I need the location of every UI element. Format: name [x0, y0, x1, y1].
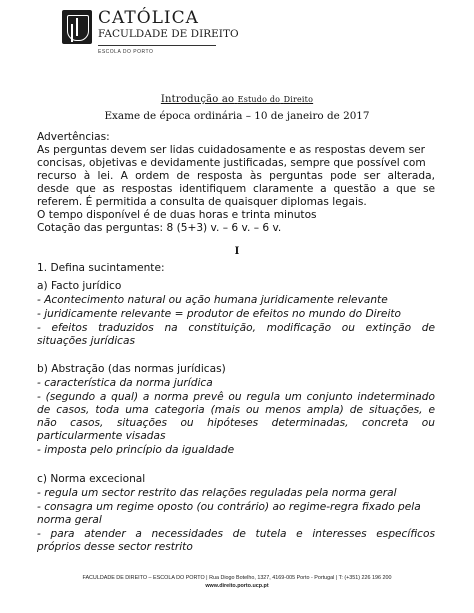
- item-c-line: norma geral: [37, 514, 102, 526]
- section-number: I: [234, 246, 240, 257]
- question-1: 1. Defina sucintamente:: [37, 262, 165, 274]
- warning-line: O tempo disponível é de duas horas e trinta minutos: [37, 209, 317, 221]
- item-a-heading: a) Facto jurídico: [37, 280, 122, 292]
- logo-faculty: FACULDADE DE DIREITO: [98, 28, 239, 40]
- title-part-2: Estudo do: [237, 95, 281, 104]
- item-b-line-wrap: [37, 404, 435, 417]
- warning-line: As perguntas devem ser lidas cuidadosamente e as respostas devem ser: [37, 144, 425, 156]
- footer-address: FACULDADE DE DIREITO – ESCOLA DO PORTO | Rua Diogo Botelho, 1327, 4169-005 Porto - Portugal | T: (+351) 226 196 200: [82, 575, 392, 581]
- item-b-line: - imposta pelo princípio da igualdade: [37, 444, 235, 456]
- footer-website-link[interactable]: www.direito.porto.ucp.pt: [205, 583, 269, 589]
- catolica-logo: [62, 6, 262, 62]
- warning-line: desde que as respostas identifiquem claramente a questão a que se: [37, 183, 435, 195]
- item-a-line: - juridicamente relevante = produtor de efeitos no mundo do Direito: [37, 308, 402, 320]
- title-part-3: Direito: [283, 95, 314, 104]
- item-b-line: de casos, toda uma categoria (mais ou menos ampla) de situações, e: [37, 404, 435, 416]
- item-b-line-wrap: [37, 391, 435, 404]
- item-c-line: - consagra um regime oposto (ou contrário) ao regime-regra fixado pela: [37, 501, 421, 513]
- item-c-line: - regula um sector restrito das relações reguladas pela norma geral: [37, 487, 397, 499]
- title-part-1: Introdução ao: [160, 94, 235, 105]
- item-b-line: não casos, situações ou hipóteses determinadas, concreta ou: [37, 417, 435, 429]
- item-b-line: particularmente visadas: [37, 430, 166, 442]
- exam-title: [0, 93, 474, 106]
- item-c-line-wrap: [37, 528, 435, 541]
- logo-divider: [98, 45, 216, 46]
- item-b-line: - (segundo a qual) a norma prevê ou regula um conjunto indeterminado: [37, 391, 435, 403]
- logo-school: ESCOLA DO PORTO: [98, 49, 154, 55]
- item-b-line: - característica da norma jurídica: [37, 377, 213, 389]
- warning-line: referem. É permitida a consulta de quaisquer diplomas legais.: [37, 196, 367, 208]
- warning-line-wrap: [37, 170, 435, 183]
- item-a-line-wrap: [37, 322, 435, 335]
- university-seal-icon: [62, 10, 92, 44]
- warning-line: recurso à lei. A ordem de resposta às perguntas pode ser alterada,: [37, 170, 435, 182]
- item-b-line-wrap: [37, 417, 435, 430]
- warnings-heading: Advertências:: [37, 131, 110, 143]
- warning-line: concisas, objetivas e devidamente justificadas, sempre que possível com: [37, 157, 426, 169]
- item-b-heading: b) Abstração (das normas jurídicas): [37, 363, 226, 375]
- item-c-line: - para atender a necessidades de tutela e interesses específicos: [37, 528, 435, 540]
- exam-subtitle: Exame de época ordinária – 10 de janeiro de 2017: [104, 110, 370, 122]
- item-a-line: - efeitos traduzidos na constituição, modificação ou extinção de: [37, 322, 435, 334]
- item-a-line: situações jurídicas: [37, 335, 135, 347]
- warning-line: Cotação das perguntas: 8 (5+3) v. – 6 v. – 6 v.: [37, 222, 282, 234]
- item-a-line: - Acontecimento natural ou ação humana juridicamente relevante: [37, 294, 388, 306]
- warning-line-wrap: [37, 183, 435, 196]
- item-c-line: próprios desse sector restrito: [37, 541, 193, 553]
- item-c-heading: c) Norma excecional: [37, 473, 146, 485]
- logo-name: CATÓLICA: [98, 8, 199, 28]
